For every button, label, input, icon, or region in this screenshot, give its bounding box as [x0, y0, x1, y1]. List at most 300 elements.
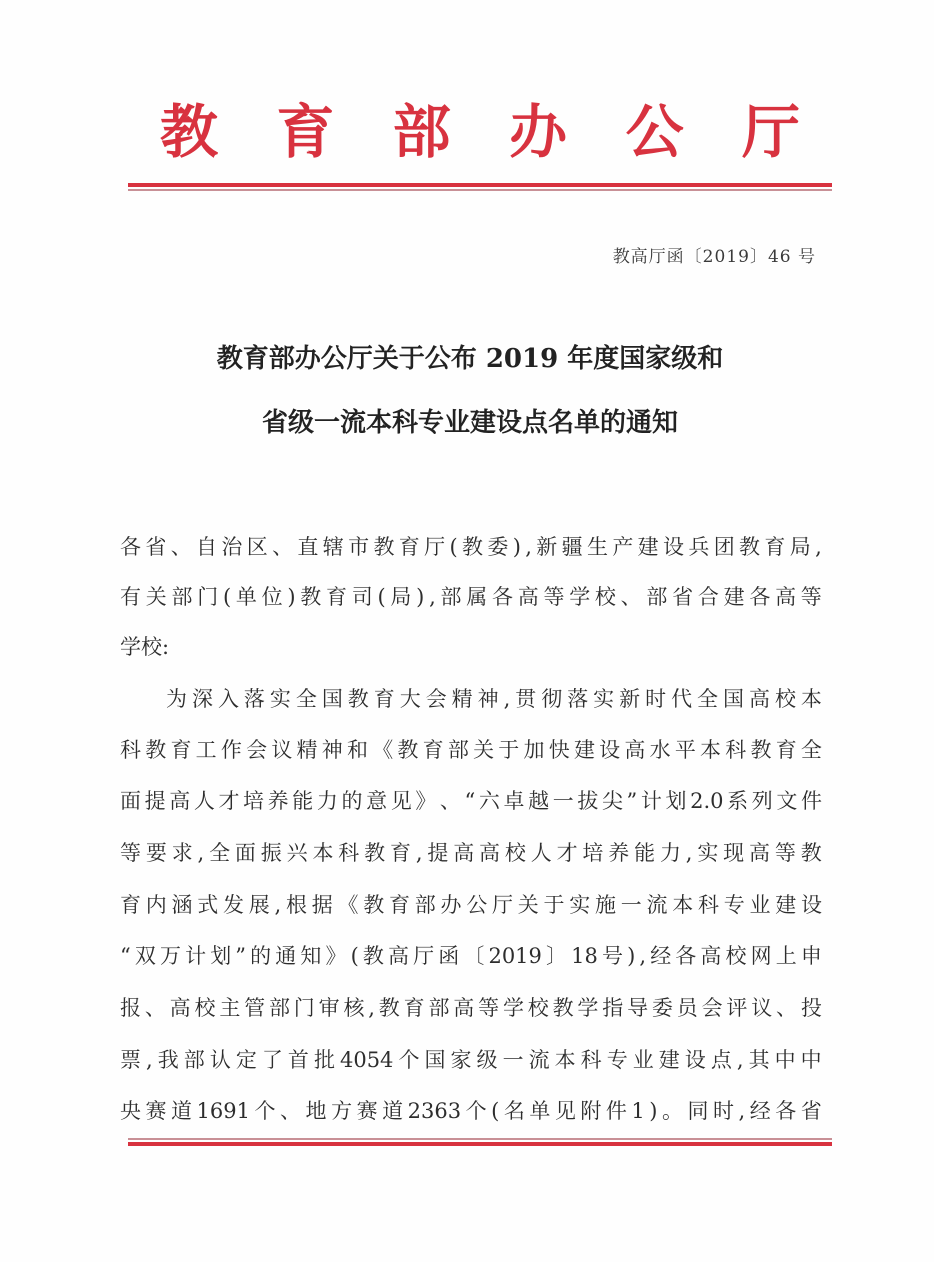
body-glyph: 高	[749, 841, 770, 865]
body-glyph: 〕	[546, 944, 568, 968]
body-glyph: 级	[476, 1048, 498, 1072]
body-glyph: 教	[378, 996, 400, 1020]
body-glyph: 育	[388, 893, 410, 917]
body-glyph: 实	[569, 893, 591, 917]
body-glyph: 区	[246, 535, 268, 559]
letterhead-title	[160, 96, 800, 168]
body-glyph: 各	[120, 535, 141, 559]
body-glyph: )	[512, 535, 521, 559]
body-glyph: 国	[723, 687, 744, 711]
body-glyph: 生	[586, 535, 608, 559]
body-glyph: 单	[235, 585, 257, 609]
body-glyph: 育	[120, 893, 141, 917]
body-glyph: 厅	[491, 893, 513, 917]
body-glyph: 人	[193, 789, 215, 813]
body-glyph: 校	[725, 944, 747, 968]
body-glyph: 市	[348, 535, 370, 559]
letterhead-divider	[128, 183, 832, 191]
body-glyph: 见	[554, 1099, 576, 1123]
body-glyph: 议	[751, 996, 773, 1020]
body-glyph: 央	[120, 1099, 141, 1123]
body-glyph: 育	[775, 738, 797, 762]
body-glyph: 省	[145, 535, 167, 559]
body-glyph: 校	[194, 996, 216, 1020]
body-glyph: 会	[246, 738, 268, 762]
body-glyph: 、	[272, 535, 294, 559]
body-glyph: 部	[183, 1048, 205, 1072]
body-glyph: 评	[726, 996, 748, 1020]
letterhead-char: 教	[160, 98, 219, 166]
body-glyph: 《	[372, 738, 394, 762]
body-glyph: 设	[663, 535, 684, 559]
body-glyph: 赛	[145, 1099, 167, 1123]
body-line	[120, 786, 822, 816]
letterhead-char: 厅	[741, 98, 800, 166]
body-glyph: 实	[269, 687, 291, 711]
letterhead-char: 公	[625, 98, 684, 166]
body-glyph: 辖	[322, 535, 344, 559]
body-glyph: 贯	[515, 687, 537, 711]
body-glyph: 校	[594, 585, 616, 609]
body-line	[120, 1045, 822, 1075]
body-glyph: 代	[671, 687, 693, 711]
body-glyph: 发	[223, 893, 244, 917]
body-glyph: 、	[144, 996, 166, 1020]
body-glyph: 设	[684, 1048, 706, 1072]
body-glyph: 局	[390, 585, 412, 609]
body-glyph: 科	[120, 738, 141, 762]
body-glyph: 各	[775, 1099, 797, 1123]
body-glyph: 审	[318, 996, 340, 1020]
body-glyph: ,	[274, 893, 282, 917]
body-glyph: 设	[599, 738, 621, 762]
body-glyph: 高	[775, 585, 797, 609]
body-glyph: 才	[556, 841, 578, 865]
body-glyph: 划	[665, 789, 687, 813]
body-glyph: 司	[351, 585, 373, 609]
body-glyph: 建	[637, 535, 659, 559]
body-glyph: ,	[429, 585, 436, 609]
body-glyph: 厅	[424, 535, 446, 559]
body-glyph: 件	[605, 1099, 627, 1123]
body-glyph: 高	[748, 687, 770, 711]
body-glyph: 教	[347, 687, 369, 711]
body-glyph: 网	[750, 944, 772, 968]
body-glyph: 力	[659, 841, 681, 865]
body-glyph: 内	[145, 893, 167, 917]
body-line	[120, 582, 822, 612]
body-glyph: 高	[388, 944, 410, 968]
body-glyph: 彻	[541, 687, 563, 711]
body-glyph: (	[491, 1099, 500, 1123]
body-glyph: 合	[697, 585, 719, 609]
body-glyph: 神	[321, 738, 343, 762]
body-glyph: 高	[169, 996, 191, 1020]
body-glyph: 全	[295, 687, 317, 711]
body-glyph: 定	[235, 1048, 257, 1072]
body-glyph: 》	[325, 944, 347, 968]
body-glyph: 的	[250, 944, 272, 968]
body-glyph: 求	[171, 841, 193, 865]
body-glyph: ”	[235, 944, 247, 968]
body-glyph: 管	[244, 996, 266, 1020]
body-glyph: 新	[536, 535, 558, 559]
divider-thick-line	[128, 1142, 832, 1146]
body-glyph: 双	[134, 944, 156, 968]
body-glyph: 投	[800, 996, 822, 1020]
body-glyph: 各	[675, 944, 697, 968]
body-glyph: 学	[569, 585, 591, 609]
body-glyph: 科	[580, 1048, 602, 1072]
body-glyph: 培	[582, 841, 604, 865]
body-glyph: 部	[440, 585, 462, 609]
body-glyph: 深	[191, 687, 213, 711]
body-glyph: 越	[528, 789, 550, 813]
body-glyph: ,	[415, 841, 423, 865]
body-glyph: 专	[606, 1048, 628, 1072]
body-glyph: 经	[749, 1099, 771, 1123]
document-title-line-1: 教育部办公厅关于公布 2019 年度国家级和	[216, 344, 724, 374]
body-glyph: 省	[800, 1099, 822, 1123]
body-glyph: 公	[466, 893, 488, 917]
body-glyph: 施	[594, 893, 616, 917]
body-glyph: 本	[554, 1048, 576, 1072]
body-glyph: 教	[373, 535, 395, 559]
body-glyph: 本	[800, 687, 822, 711]
body-glyph: 入	[217, 687, 239, 711]
body-line	[166, 684, 822, 714]
body-glyph: 、	[776, 996, 798, 1020]
body-glyph: 时	[645, 687, 667, 711]
body-glyph: 、	[439, 789, 461, 813]
body-glyph: 于	[498, 738, 520, 762]
body-glyph: 本	[312, 841, 334, 865]
body-glyph: 学	[502, 996, 524, 1020]
body-glyph: 业	[632, 1048, 654, 1072]
body-glyph: 根	[285, 893, 307, 917]
body-glyph: 系	[727, 789, 749, 813]
body-glyph: 一	[620, 893, 642, 917]
body-glyph: 2363	[407, 1099, 462, 1123]
body-glyph: ,	[503, 687, 511, 711]
body-glyph: 六	[478, 789, 500, 813]
body-glyph: 、	[170, 535, 192, 559]
body-glyph: 力	[316, 789, 338, 813]
body-glyph: 点	[710, 1048, 732, 1072]
body-glyph: 等	[774, 841, 796, 865]
body-glyph: 设	[800, 893, 822, 917]
body-glyph: 万	[159, 944, 181, 968]
body-glyph: 委	[651, 996, 673, 1020]
body-glyph: 养	[608, 841, 630, 865]
body-glyph: 2.0	[690, 789, 724, 813]
body-glyph: 育	[764, 535, 786, 559]
body-glyph: 团	[713, 535, 735, 559]
body-glyph: 产	[612, 535, 634, 559]
body-glyph: 位	[261, 585, 283, 609]
body-glyph: 全	[209, 841, 231, 865]
body-glyph: “	[120, 944, 131, 968]
body-glyph: ,	[146, 1048, 153, 1072]
body-glyph: 教	[397, 738, 419, 762]
body-glyph: 本	[672, 893, 694, 917]
body-glyph: 高	[624, 738, 646, 762]
body-glyph: 于	[543, 893, 565, 917]
body-glyph: 个	[465, 1099, 487, 1123]
body-glyph: 治	[221, 535, 243, 559]
body-glyph: 道	[382, 1099, 404, 1123]
body-glyph: 展	[248, 893, 270, 917]
body-glyph: 涵	[171, 893, 193, 917]
footer-divider	[128, 1138, 832, 1146]
body-glyph: 专	[723, 893, 745, 917]
body-glyph: 人	[530, 841, 552, 865]
body-glyph: 会	[701, 996, 723, 1020]
body-glyph: 等	[478, 996, 500, 1020]
body-glyph: 教	[552, 996, 574, 1020]
body-glyph: 时	[713, 1099, 735, 1123]
body-glyph: 划	[210, 944, 232, 968]
body-glyph: 建	[723, 585, 745, 609]
body-glyph: 面	[120, 789, 141, 813]
body-glyph: 各	[491, 585, 513, 609]
body-glyph: 疆	[561, 535, 583, 559]
body-glyph: 教	[300, 585, 322, 609]
body-glyph: 精	[451, 687, 473, 711]
body-glyph: 式	[197, 893, 219, 917]
body-glyph: 育	[389, 841, 411, 865]
body-line	[120, 993, 822, 1023]
body-glyph: 直	[297, 535, 319, 559]
body-glyph: 新	[619, 687, 641, 711]
body-glyph: 加	[523, 738, 545, 762]
body-line	[120, 1096, 822, 1126]
body-glyph: 个	[254, 1099, 276, 1123]
body-glyph: 平	[674, 738, 696, 762]
body-glyph: 神	[477, 687, 499, 711]
body-glyph: 等	[120, 841, 141, 865]
body-glyph: 。	[662, 1099, 683, 1123]
body-glyph: “	[464, 789, 476, 813]
body-glyph: ,	[639, 944, 647, 968]
body-glyph: 附	[580, 1099, 602, 1123]
body-glyph: 同	[687, 1099, 709, 1123]
body-glyph: 票	[120, 1048, 141, 1072]
body-glyph: 建	[658, 1048, 680, 1072]
body-glyph: 兵	[688, 535, 710, 559]
body-glyph: 部	[171, 585, 193, 609]
body-glyph: 的	[341, 789, 363, 813]
body-glyph: )	[416, 585, 425, 609]
body-glyph: (	[377, 585, 386, 609]
body-glyph: 科	[697, 893, 719, 917]
body-glyph: 地	[305, 1099, 327, 1123]
body-glyph: 育	[326, 585, 348, 609]
body-glyph: 议	[271, 738, 293, 762]
body-glyph: 教	[800, 841, 822, 865]
body-glyph: 作	[220, 738, 242, 762]
body-glyph: 意	[366, 789, 388, 813]
body-glyph: 校	[774, 687, 796, 711]
body-glyph: 科	[338, 841, 360, 865]
body-glyph: 教	[750, 738, 772, 762]
body-glyph: 道	[171, 1099, 193, 1123]
body-glyph: 中	[774, 1048, 796, 1072]
body-glyph: 养	[267, 789, 289, 813]
body-glyph: 计	[640, 789, 662, 813]
body-glyph: 提	[427, 841, 449, 865]
body-glyph: 学	[577, 996, 599, 1020]
body-glyph: ,	[736, 1048, 744, 1072]
body-glyph: 赛	[356, 1099, 378, 1123]
body-line	[120, 838, 822, 868]
body-glyph: 水	[649, 738, 671, 762]
body-glyph: 《	[337, 893, 359, 917]
body-glyph: 我	[157, 1048, 179, 1072]
body-glyph: 件	[800, 789, 822, 813]
body-glyph: 拔	[577, 789, 599, 813]
body-glyph: 、	[280, 1099, 302, 1123]
body-glyph: 申	[800, 944, 822, 968]
body-glyph: 个	[398, 1048, 420, 1072]
body-glyph: 4054	[339, 1048, 394, 1072]
body-glyph: 等	[800, 585, 822, 609]
body-glyph: 单	[529, 1099, 551, 1123]
body-glyph: 国	[321, 687, 343, 711]
body-glyph: 全	[800, 738, 822, 762]
body-glyph: 函	[438, 944, 460, 968]
body-glyph: 据	[311, 893, 333, 917]
body-glyph: ,	[685, 841, 693, 865]
body-glyph: 〔	[463, 944, 485, 968]
body-glyph: 高	[479, 841, 501, 865]
body-glyph: 上	[775, 944, 797, 968]
body-glyph: 核	[343, 996, 365, 1020]
body-glyph: 关	[517, 893, 539, 917]
body-glyph: 全	[697, 687, 719, 711]
body-glyph: 要	[145, 841, 167, 865]
body-glyph: 高	[453, 996, 475, 1020]
body-glyph: 1691	[196, 1099, 250, 1123]
body-glyph: 现	[723, 841, 745, 865]
body-glyph: 家	[450, 1048, 472, 1072]
body-glyph: 经	[650, 944, 672, 968]
body-glyph: 育	[373, 687, 395, 711]
body-line	[120, 890, 822, 920]
body-glyph: 教	[462, 535, 484, 559]
body-glyph: 育	[170, 738, 192, 762]
body-glyph: )	[627, 944, 636, 968]
body-glyph: 文	[776, 789, 798, 813]
body-glyph: 一	[502, 1048, 524, 1072]
body-glyph: 认	[209, 1048, 231, 1072]
body-glyph: 校	[527, 996, 549, 1020]
letterhead-char: 办	[509, 98, 568, 166]
body-glyph: 教	[364, 841, 386, 865]
body-glyph: 等	[543, 585, 565, 609]
body-glyph: )	[649, 1099, 658, 1123]
body-glyph: 面	[234, 841, 256, 865]
body-glyph: ”	[626, 789, 638, 813]
body-glyph: 各	[749, 585, 771, 609]
body-glyph: 快	[548, 738, 570, 762]
body-glyph: ,	[525, 535, 532, 559]
body-glyph: 高	[453, 841, 475, 865]
body-glyph: 计	[185, 944, 207, 968]
body-glyph: 关	[473, 738, 495, 762]
body-glyph: (	[350, 944, 359, 968]
body-glyph: 部	[414, 893, 436, 917]
body-glyph: 高	[700, 944, 722, 968]
body-glyph: 》	[415, 789, 437, 813]
letterhead-char: 育	[276, 98, 335, 166]
body-glyph: 、	[620, 585, 642, 609]
body-glyph: 落	[243, 687, 265, 711]
body-glyph: 了	[261, 1048, 283, 1072]
body-glyph: (	[449, 535, 458, 559]
body-glyph: 校	[504, 841, 526, 865]
body-glyph: 育	[398, 535, 420, 559]
body-glyph: 指	[602, 996, 624, 1020]
body-glyph: 部	[268, 996, 290, 1020]
body-glyph: 落	[567, 687, 589, 711]
body-glyph: 中	[800, 1048, 822, 1072]
letterhead-char: 部	[392, 98, 451, 166]
body-glyph: 批	[313, 1048, 335, 1072]
body-line: 学校:	[120, 635, 170, 659]
body-glyph: 关	[145, 585, 167, 609]
body-glyph: 教	[362, 944, 384, 968]
body-line	[120, 532, 822, 562]
body-glyph: 部	[447, 738, 469, 762]
body-glyph: 门	[293, 996, 315, 1020]
body-glyph: 实	[593, 687, 615, 711]
body-glyph: 报	[120, 996, 141, 1020]
body-glyph: 列	[751, 789, 773, 813]
body-glyph: 会	[425, 687, 447, 711]
body-glyph: 一	[552, 789, 574, 813]
body-glyph: 其	[748, 1048, 770, 1072]
body-glyph: (	[222, 585, 232, 609]
body-glyph: 振	[260, 841, 282, 865]
body-line	[120, 735, 822, 765]
body-glyph: 培	[243, 789, 265, 813]
body-glyph: 有	[120, 585, 141, 609]
body-glyph: 员	[676, 996, 698, 1020]
body-glyph: 和	[346, 738, 368, 762]
body-glyph: 主	[219, 996, 241, 1020]
body-glyph: 导	[627, 996, 649, 1020]
body-glyph: 教	[739, 535, 761, 559]
body-glyph: 名	[503, 1099, 525, 1123]
body-glyph: 大	[399, 687, 421, 711]
body-glyph: 实	[697, 841, 719, 865]
body-glyph: 首	[287, 1048, 309, 1072]
body-glyph: 卓	[503, 789, 525, 813]
body-glyph: ,	[815, 535, 822, 559]
body-glyph: 18	[571, 944, 598, 968]
body-glyph: 精	[296, 738, 318, 762]
body-glyph: ,	[368, 996, 375, 1020]
body-glyph: 工	[195, 738, 217, 762]
body-glyph: 高	[517, 585, 539, 609]
body-glyph: 局	[789, 535, 811, 559]
body-glyph: 本	[700, 738, 722, 762]
body-glyph: 流	[528, 1048, 550, 1072]
body-glyph: 建	[775, 893, 797, 917]
body-glyph: 教	[145, 738, 167, 762]
body-glyph: 才	[218, 789, 240, 813]
